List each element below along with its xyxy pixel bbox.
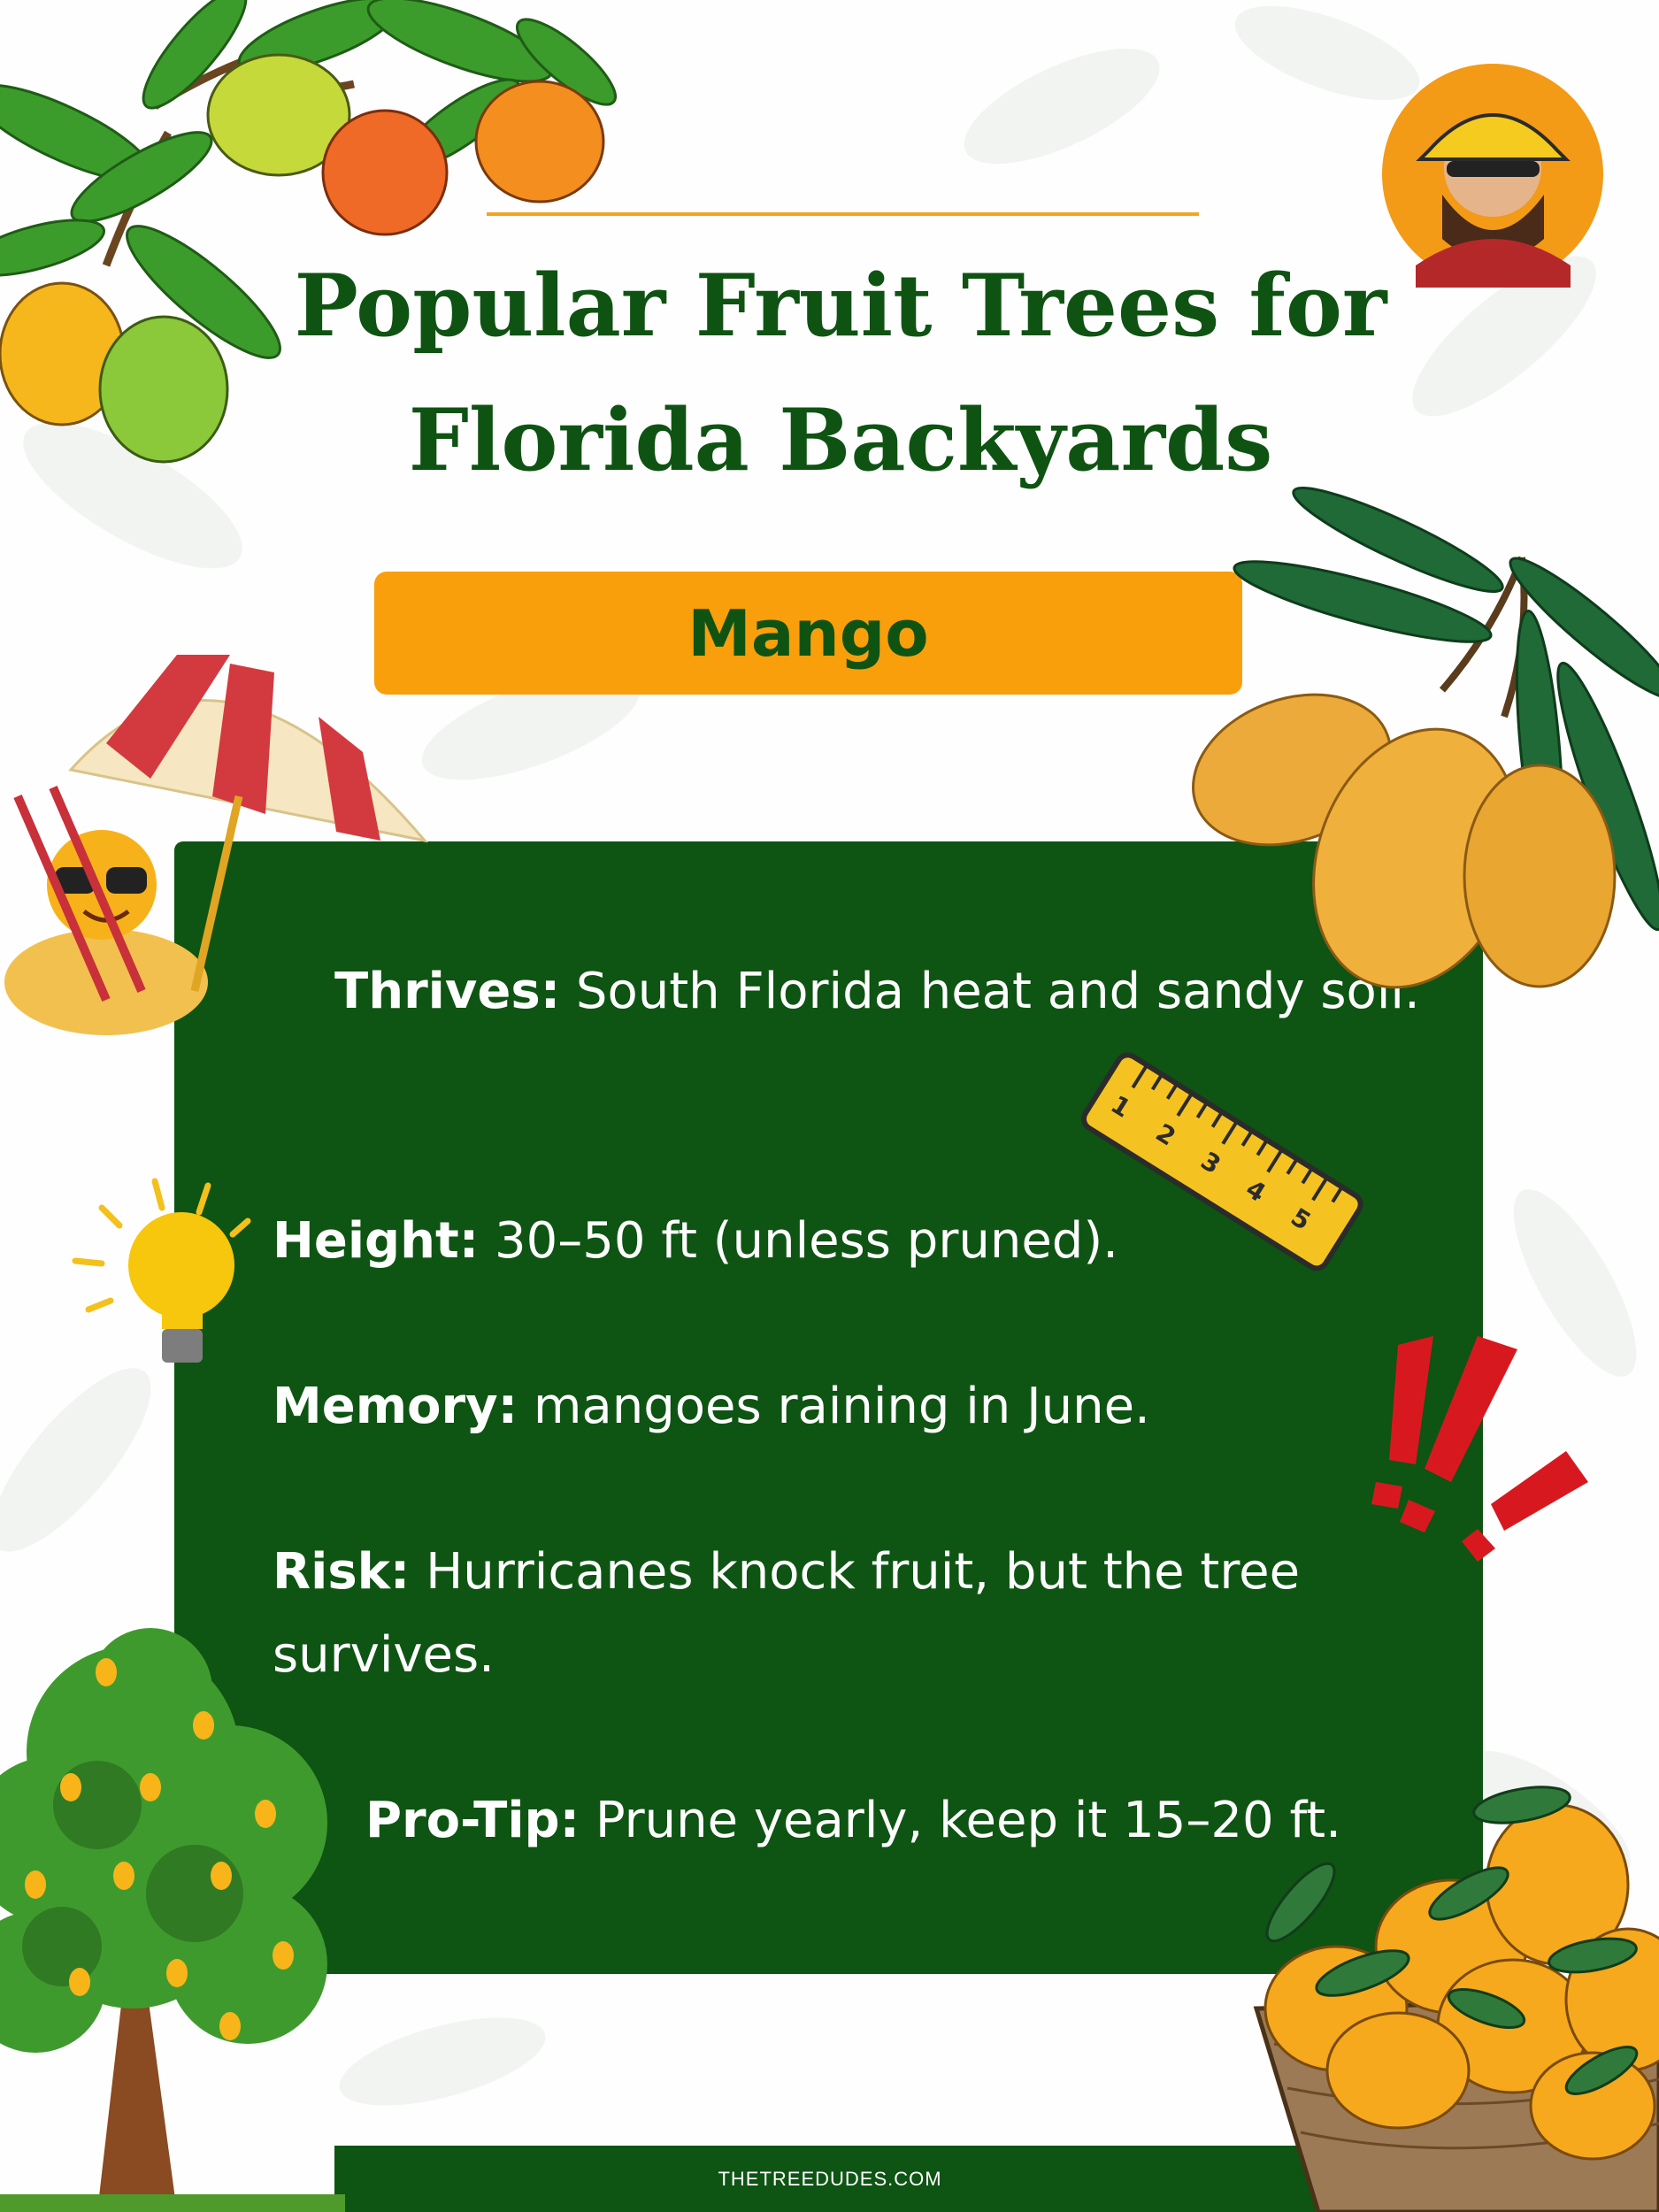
footer-site: THETREEDUDES.COM xyxy=(718,2167,942,2190)
mango-tree-illustration xyxy=(0,1610,345,2212)
mango-branch-illustration xyxy=(0,0,637,478)
fact-thrives-text: South Florida heat and sandy soil. xyxy=(575,963,1420,1020)
fact-protip-text: Prune yearly, keep it 15–20 ft. xyxy=(595,1792,1341,1849)
fact-height-text: 30–50 ft (unless pruned). xyxy=(494,1212,1118,1270)
fact-memory-text: mangoes raining in June. xyxy=(533,1378,1150,1435)
fact-height-label: Height: xyxy=(273,1212,480,1270)
light-bulb-icon xyxy=(66,1168,261,1380)
tree-dude-avatar xyxy=(1380,62,1606,288)
footer-bar xyxy=(334,2146,1325,2212)
fact-memory xyxy=(273,1365,1485,1448)
ruler-number: 4 xyxy=(1240,1173,1271,1209)
fact-risk-label: Risk: xyxy=(273,1543,411,1601)
fruit-name: Mango xyxy=(687,595,929,671)
ruler-number: 1 xyxy=(1105,1089,1136,1124)
beach-sun-illustration xyxy=(0,619,442,1062)
fact-risk-text: Hurricanes knock fruit, but the tree survives. xyxy=(273,1543,1301,1684)
fruit-name-banner xyxy=(374,572,1242,695)
ruler-icon xyxy=(1062,1044,1380,1283)
fact-risk xyxy=(273,1531,1432,1697)
fact-thrives-label: Thrives: xyxy=(334,963,561,1020)
fact-protip-label: Pro-Tip: xyxy=(365,1792,580,1849)
mango-cluster-illustration xyxy=(1150,487,1659,1018)
exclamation-icon xyxy=(1354,1327,1619,1593)
ruler-number: 3 xyxy=(1195,1146,1226,1180)
ruler-number: 2 xyxy=(1150,1118,1181,1152)
ruler-number: 5 xyxy=(1286,1202,1317,1236)
fact-memory-label: Memory: xyxy=(273,1378,518,1435)
mango-basket-illustration xyxy=(1221,1778,1659,2212)
page-title: Popular Fruit Trees for Florida Backyards xyxy=(294,256,1387,490)
